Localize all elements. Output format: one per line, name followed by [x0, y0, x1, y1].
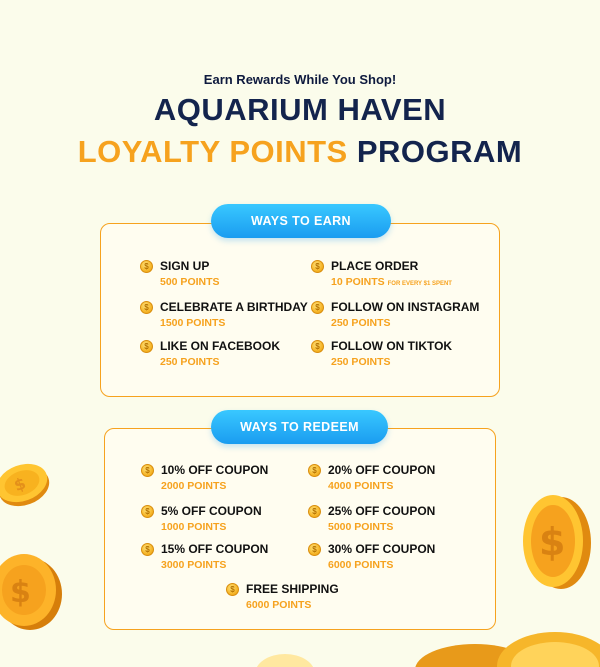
tagline: Earn Rewards While You Shop!: [203, 72, 397, 87]
title-rest: PROGRAM: [356, 134, 523, 169]
coin-icon: $: [308, 464, 321, 477]
coin-icon: $: [226, 583, 239, 596]
redeem-item-label: 5% OFF COUPON: [161, 504, 262, 518]
redeem-item-label: 25% OFF COUPON: [328, 504, 436, 518]
page-title: AQUARIUM HAVEN: [153, 92, 447, 127]
svg-text:$: $: [539, 520, 566, 564]
redeem-item-points: 3000 POINTS: [161, 559, 227, 571]
coin-icon: $: [308, 543, 321, 556]
svg-text:$: $: [11, 473, 29, 496]
gold-coin-icon: [0, 455, 56, 515]
redeem-item-points: 6000 POINTS: [246, 599, 312, 611]
coin-icon: $: [141, 505, 154, 518]
redeem-item-points: 2000 POINTS: [161, 480, 227, 492]
redeem-item-points: 5000 POINTS: [328, 521, 394, 533]
earn-item-label: PLACE ORDER: [331, 259, 419, 273]
page-subtitle: [0, 134, 600, 170]
gold-coin-icon: [0, 552, 68, 632]
coin-icon: $: [140, 260, 153, 273]
earn-item-label: FOLLOW ON TIKTOK: [331, 339, 453, 353]
earn-item-points: 1500 POINTS: [160, 317, 226, 329]
earn-item-label: FOLLOW ON INSTAGRAM: [331, 300, 480, 314]
ways-to-earn-heading: WAYS TO EARN: [211, 204, 391, 238]
coin-icon: $: [311, 340, 324, 353]
redeem-item-label: FREE SHIPPING: [246, 582, 339, 596]
ways-to-redeem-heading: WAYS TO REDEEM: [211, 410, 388, 444]
redeem-item-points: 6000 POINTS: [328, 559, 394, 571]
redeem-item-points: 1000 POINTS: [161, 521, 227, 533]
redeem-item-label: 30% OFF COUPON: [328, 542, 436, 556]
points-value: 10 POINTS: [331, 276, 385, 288]
svg-text:$: $: [10, 575, 31, 610]
earn-item-points: 250 POINTS: [331, 317, 391, 329]
earn-item-label: CELEBRATE A BIRTHDAY: [160, 300, 308, 314]
coin-icon: $: [140, 301, 153, 314]
coin-icon: $: [140, 340, 153, 353]
earn-item-points: [331, 276, 452, 288]
redeem-item-points: 4000 POINTS: [328, 480, 394, 492]
coin-icon: $: [308, 505, 321, 518]
points-note: FOR EVERY $1 SPENT: [387, 281, 452, 287]
gold-coin-icon: [255, 652, 315, 667]
redeem-item-label: 20% OFF COUPON: [328, 463, 436, 477]
coin-icon: $: [311, 260, 324, 273]
earn-item-points: 250 POINTS: [331, 356, 391, 368]
gold-coin-icon: [415, 630, 600, 667]
earn-item-points: 250 POINTS: [160, 356, 220, 368]
title-highlight: LOYALTY POINTS: [77, 134, 348, 169]
coin-icon: $: [141, 543, 154, 556]
earn-item-points: 500 POINTS: [160, 276, 220, 288]
earn-item-label: LIKE ON FACEBOOK: [160, 339, 281, 353]
redeem-item-label: 10% OFF COUPON: [161, 463, 269, 477]
earn-item-label: SIGN UP: [160, 259, 210, 273]
coin-icon: $: [311, 301, 324, 314]
coin-icon: $: [141, 464, 154, 477]
redeem-item-label: 15% OFF COUPON: [161, 542, 269, 556]
gold-coin-icon: [519, 493, 591, 593]
